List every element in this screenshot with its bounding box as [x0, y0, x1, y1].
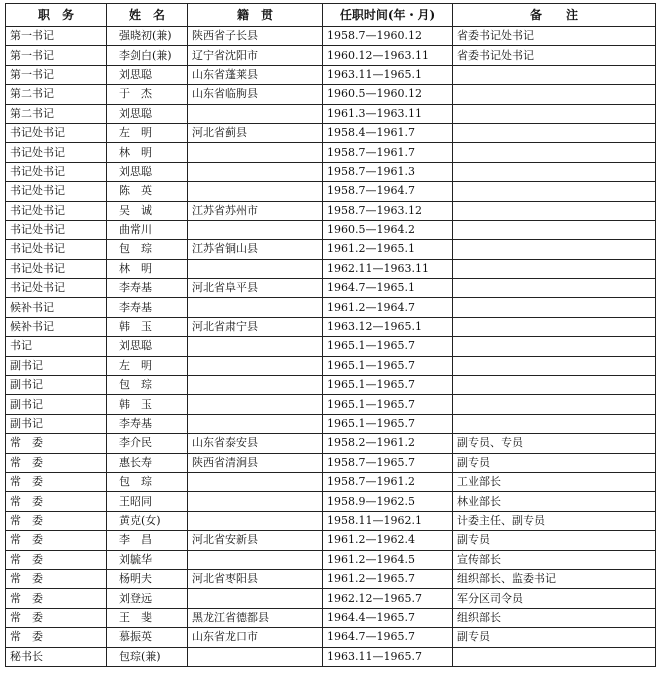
header-name: 姓 名 [107, 4, 188, 27]
cell-name: 李寿基 [107, 414, 188, 433]
table-row [6, 182, 656, 201]
cell-term: 1961.2—1965.7 [323, 569, 453, 588]
cell-term: 1958.7—1960.12 [323, 27, 453, 46]
cell-name: 李 昌 [107, 531, 188, 550]
cell-native-place [188, 259, 323, 278]
cell-position: 书记处书记 [6, 123, 107, 142]
cell-remarks [453, 123, 656, 142]
cell-name: 韩 玉 [107, 395, 188, 414]
cell-name: 包 琮 [107, 376, 188, 395]
cell-position: 常 委 [6, 608, 107, 627]
cell-remarks [453, 279, 656, 298]
cell-remarks [453, 298, 656, 317]
cell-native-place: 山东省临朐县 [188, 85, 323, 104]
cell-position: 常 委 [6, 511, 107, 530]
cell-native-place: 陕西省子长县 [188, 27, 323, 46]
cell-position: 候补书记 [6, 298, 107, 317]
cell-remarks [453, 259, 656, 278]
cell-remarks: 宣传部长 [453, 550, 656, 569]
table-row [6, 453, 656, 472]
cell-native-place: 河北省枣阳县 [188, 569, 323, 588]
table-row [6, 27, 656, 46]
table-row [6, 259, 656, 278]
cell-position: 常 委 [6, 589, 107, 608]
cell-name: 刘登远 [107, 589, 188, 608]
cell-term: 1960.5—1960.12 [323, 85, 453, 104]
cell-remarks: 副专员 [453, 628, 656, 647]
cell-term: 1963.11—1965.1 [323, 65, 453, 84]
cell-remarks [453, 162, 656, 181]
cell-remarks: 副专员 [453, 453, 656, 472]
cell-position: 常 委 [6, 434, 107, 453]
table-row [6, 46, 656, 65]
cell-position: 书记处书记 [6, 162, 107, 181]
cell-native-place [188, 182, 323, 201]
cell-native-place [188, 647, 323, 666]
cell-native-place: 河北省阜平县 [188, 279, 323, 298]
cell-term: 1964.4—1965.7 [323, 608, 453, 627]
cell-native-place [188, 589, 323, 608]
cell-name: 刘毓华 [107, 550, 188, 569]
table-row [6, 220, 656, 239]
cell-remarks [453, 376, 656, 395]
cell-name: 韩 玉 [107, 317, 188, 336]
table-row [6, 279, 656, 298]
table-row [6, 647, 656, 666]
cell-position: 副书记 [6, 356, 107, 375]
cell-native-place [188, 337, 323, 356]
cell-term: 1958.7—1961.2 [323, 472, 453, 491]
cell-native-place: 陕西省清涧县 [188, 453, 323, 472]
table-row [6, 511, 656, 530]
cell-term: 1958.2—1961.2 [323, 434, 453, 453]
table-row [6, 492, 656, 511]
cell-native-place [188, 356, 323, 375]
cell-remarks [453, 356, 656, 375]
cell-remarks: 副专员 [453, 531, 656, 550]
cell-position: 第二书记 [6, 104, 107, 123]
cell-term: 1958.7—1964.7 [323, 182, 453, 201]
cell-term: 1961.2—1962.4 [323, 531, 453, 550]
cell-name: 刘思聪 [107, 104, 188, 123]
cell-position: 常 委 [6, 492, 107, 511]
cell-position: 常 委 [6, 628, 107, 647]
cadre-table [5, 3, 656, 667]
cell-native-place: 黑龙江省德都县 [188, 608, 323, 627]
cell-remarks [453, 201, 656, 220]
cell-term: 1965.1—1965.7 [323, 395, 453, 414]
cell-native-place [188, 104, 323, 123]
cell-remarks [453, 647, 656, 666]
table-row [6, 162, 656, 181]
cell-name: 林 明 [107, 143, 188, 162]
cell-term: 1961.2—1964.7 [323, 298, 453, 317]
header-position: 职 务 [6, 4, 107, 27]
cell-remarks: 副专员、专员 [453, 434, 656, 453]
table-row [6, 550, 656, 569]
cell-name: 刘思聪 [107, 337, 188, 356]
cell-position: 副书记 [6, 395, 107, 414]
cell-name: 包 琮 [107, 472, 188, 491]
cell-term: 1958.7—1963.12 [323, 201, 453, 220]
cell-term: 1964.7—1965.1 [323, 279, 453, 298]
cell-native-place [188, 472, 323, 491]
cell-name: 包琮(兼) [107, 647, 188, 666]
cell-name: 慕振英 [107, 628, 188, 647]
table-row [6, 298, 656, 317]
table-row [6, 434, 656, 453]
cell-position: 常 委 [6, 531, 107, 550]
cell-remarks: 计委主任、副专员 [453, 511, 656, 530]
cell-name: 林 明 [107, 259, 188, 278]
table-row [6, 123, 656, 142]
table-row [6, 589, 656, 608]
cell-position: 常 委 [6, 569, 107, 588]
cell-term: 1960.12—1963.11 [323, 46, 453, 65]
cell-native-place [188, 162, 323, 181]
cell-term: 1958.9—1962.5 [323, 492, 453, 511]
cell-remarks [453, 337, 656, 356]
cell-term: 1962.11—1963.11 [323, 259, 453, 278]
cell-term: 1965.1—1965.7 [323, 376, 453, 395]
cell-native-place [188, 550, 323, 569]
cell-position: 书记处书记 [6, 143, 107, 162]
cell-position: 常 委 [6, 550, 107, 569]
cell-remarks [453, 182, 656, 201]
cell-name: 王 斐 [107, 608, 188, 627]
cell-native-place [188, 511, 323, 530]
cell-remarks [453, 65, 656, 84]
cell-name: 杨明夫 [107, 569, 188, 588]
cell-remarks: 组织部长、监委书记 [453, 569, 656, 588]
cell-remarks [453, 85, 656, 104]
cell-native-place [188, 492, 323, 511]
cell-position: 第一书记 [6, 46, 107, 65]
cell-term: 1958.7—1965.7 [323, 453, 453, 472]
table-row [6, 395, 656, 414]
cell-term: 1960.5—1964.2 [323, 220, 453, 239]
header-term: 任职时间(年・月) [323, 4, 453, 27]
cell-name: 刘思聪 [107, 162, 188, 181]
cell-name: 黄克(女) [107, 511, 188, 530]
cell-native-place: 山东省龙口市 [188, 628, 323, 647]
cell-position: 常 委 [6, 453, 107, 472]
cell-position: 书记处书记 [6, 201, 107, 220]
cell-name: 惠长寿 [107, 453, 188, 472]
table-row [6, 85, 656, 104]
cell-native-place: 江苏省苏州市 [188, 201, 323, 220]
cell-position: 秘书长 [6, 647, 107, 666]
cell-remarks: 省委书记处书记 [453, 27, 656, 46]
table-row [6, 317, 656, 336]
cell-term: 1958.7—1961.7 [323, 143, 453, 162]
cell-term: 1965.1—1965.7 [323, 356, 453, 375]
table-row [6, 143, 656, 162]
cell-native-place [188, 220, 323, 239]
cell-native-place: 河北省肃宁县 [188, 317, 323, 336]
cell-term: 1958.7—1961.3 [323, 162, 453, 181]
cell-name: 李寿基 [107, 279, 188, 298]
cell-position: 书记处书记 [6, 182, 107, 201]
cell-native-place [188, 298, 323, 317]
cell-native-place: 山东省蓬莱县 [188, 65, 323, 84]
cell-position: 书记处书记 [6, 220, 107, 239]
cell-name: 包 琮 [107, 240, 188, 259]
cell-position: 第二书记 [6, 85, 107, 104]
cell-native-place: 山东省泰安县 [188, 434, 323, 453]
cell-position: 副书记 [6, 376, 107, 395]
table-row [6, 608, 656, 627]
cell-name: 李寿基 [107, 298, 188, 317]
cell-term: 1963.11—1965.7 [323, 647, 453, 666]
cell-position: 副书记 [6, 414, 107, 433]
cell-term: 1961.3—1963.11 [323, 104, 453, 123]
cell-term: 1961.2—1964.5 [323, 550, 453, 569]
table-row [6, 201, 656, 220]
cell-term: 1958.4—1961.7 [323, 123, 453, 142]
table-row [6, 569, 656, 588]
cell-term: 1962.12—1965.7 [323, 589, 453, 608]
cell-native-place: 江苏省铜山县 [188, 240, 323, 259]
cell-native-place: 河北省蓟县 [188, 123, 323, 142]
cell-name: 李剑白(兼) [107, 46, 188, 65]
cell-native-place [188, 395, 323, 414]
cell-name: 左 明 [107, 123, 188, 142]
table-row [6, 376, 656, 395]
cell-native-place: 辽宁省沈阳市 [188, 46, 323, 65]
table-row [6, 104, 656, 123]
cell-term: 1961.2—1965.1 [323, 240, 453, 259]
cell-remarks: 军分区司令员 [453, 589, 656, 608]
cell-position: 常 委 [6, 472, 107, 491]
cell-term: 1958.11—1962.1 [323, 511, 453, 530]
header-row [6, 4, 656, 27]
cell-name: 曲常川 [107, 220, 188, 239]
table-row [6, 628, 656, 647]
cell-remarks: 工业部长 [453, 472, 656, 491]
cell-term: 1964.7—1965.7 [323, 628, 453, 647]
cell-native-place [188, 376, 323, 395]
cell-position: 书记处书记 [6, 240, 107, 259]
cell-name: 王昭同 [107, 492, 188, 511]
cell-position: 书记处书记 [6, 259, 107, 278]
cell-remarks [453, 395, 656, 414]
header-native-place: 籍 贯 [188, 4, 323, 27]
table-row [6, 240, 656, 259]
cell-position: 书记处书记 [6, 279, 107, 298]
cell-position: 第一书记 [6, 27, 107, 46]
table-row [6, 414, 656, 433]
cell-term: 1965.1—1965.7 [323, 337, 453, 356]
cell-position: 候补书记 [6, 317, 107, 336]
cell-native-place: 河北省安新县 [188, 531, 323, 550]
table-body [6, 27, 656, 667]
cell-remarks: 组织部长 [453, 608, 656, 627]
cell-remarks [453, 414, 656, 433]
cell-remarks [453, 220, 656, 239]
cell-position: 书记 [6, 337, 107, 356]
cell-name: 陈 英 [107, 182, 188, 201]
cell-position: 第一书记 [6, 65, 107, 84]
cell-term: 1965.1—1965.7 [323, 414, 453, 433]
header-remarks: 备 注 [453, 4, 656, 27]
table-row [6, 356, 656, 375]
cell-name: 吴 诚 [107, 201, 188, 220]
cell-remarks: 林业部长 [453, 492, 656, 511]
cell-remarks [453, 143, 656, 162]
cell-native-place [188, 143, 323, 162]
cell-remarks [453, 104, 656, 123]
table-row [6, 472, 656, 491]
table-row [6, 337, 656, 356]
cell-remarks: 省委书记处书记 [453, 46, 656, 65]
table-row [6, 531, 656, 550]
cell-name: 于 杰 [107, 85, 188, 104]
cell-term: 1963.12—1965.1 [323, 317, 453, 336]
cell-remarks [453, 317, 656, 336]
cell-native-place [188, 414, 323, 433]
cell-remarks [453, 240, 656, 259]
cell-name: 刘思聪 [107, 65, 188, 84]
table-row [6, 65, 656, 84]
cell-name: 左 明 [107, 356, 188, 375]
cell-name: 强晓初(兼) [107, 27, 188, 46]
cell-name: 李介民 [107, 434, 188, 453]
